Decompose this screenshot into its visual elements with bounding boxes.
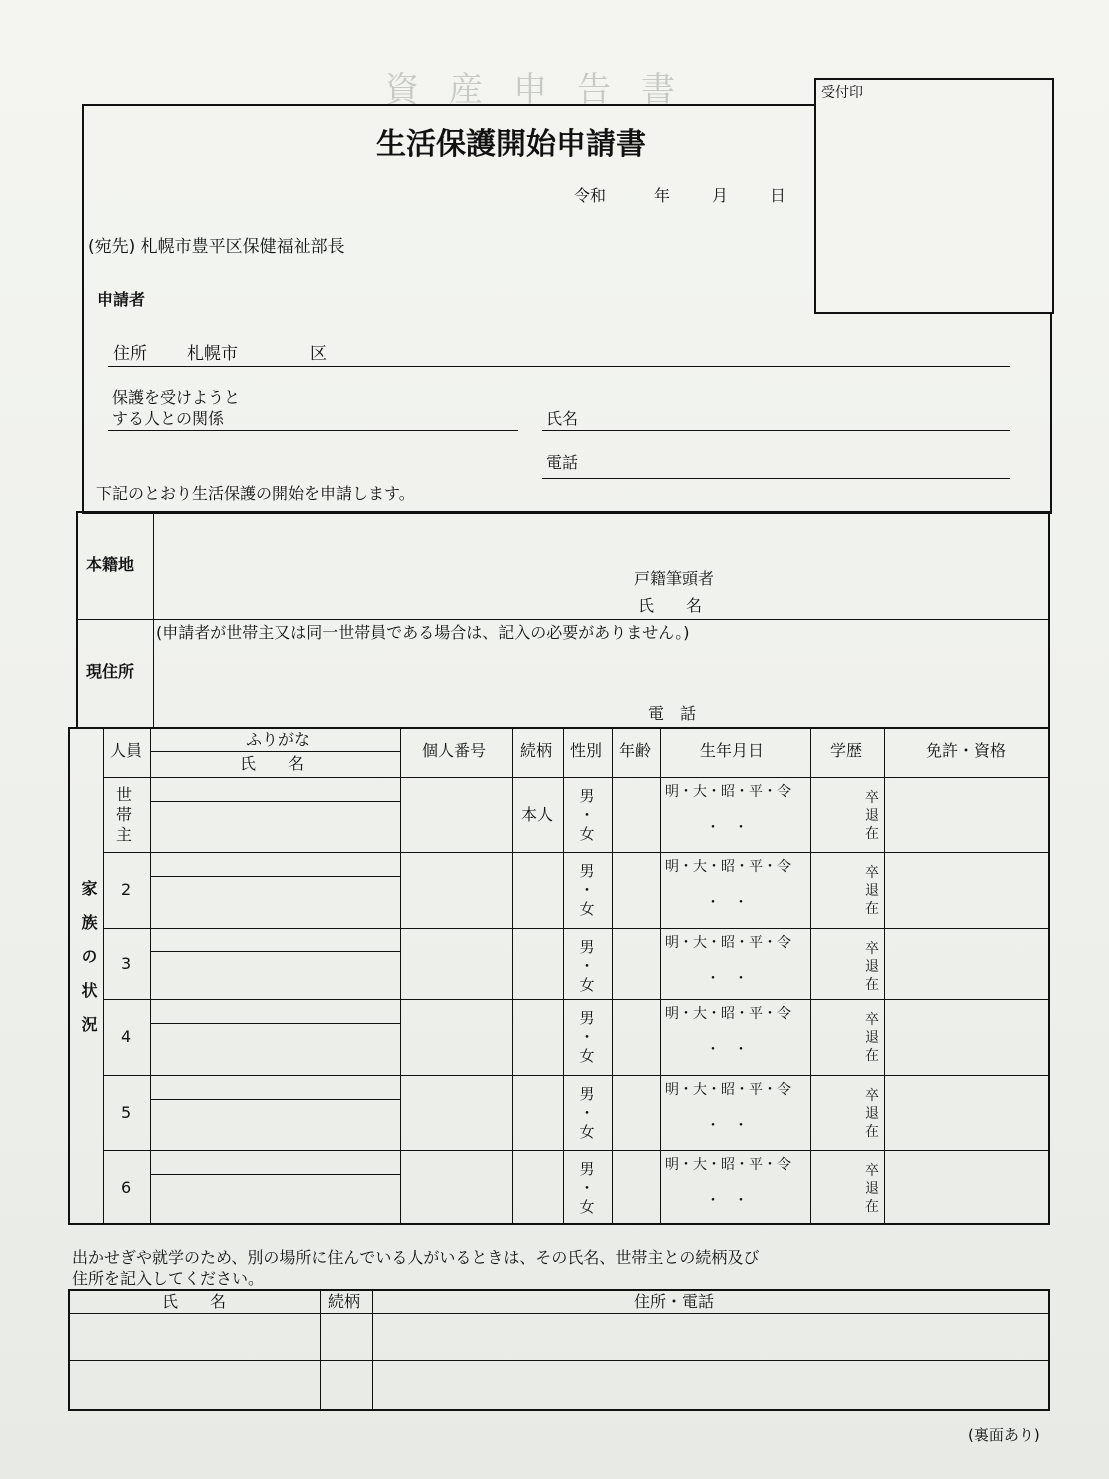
header-member: 人員 [110,741,143,760]
family-row-line [103,852,1050,853]
family-header-line [103,777,1050,778]
row-education-options[interactable]: 卒 退 在 [865,1012,879,1064]
statement: 下記のとおり生活保護の開始を申請します。 [96,484,415,503]
row-furigana-line [150,1174,400,1175]
header-license: 免許・資格 [926,741,1007,760]
row-education-options[interactable]: 卒 退 在 [865,865,879,917]
address-ward: 区 [310,344,327,364]
honseki-label: 本籍地 [86,555,135,574]
header-birth: 生年月日 [700,741,765,760]
row-furigana-line [150,1099,400,1100]
date-era: 令和 [574,186,607,205]
row-member-number: 6 [121,1177,132,1197]
row-birth-eras[interactable]: 明・大・昭・平・令 [665,1082,791,1098]
honseki-head-2: 氏 名 [638,596,703,615]
family-side-label: 家族の状況 [79,880,98,1050]
row-furigana-line [150,951,400,952]
row-sex-options[interactable]: 男 ・ 女 [579,787,595,843]
header-age: 年齢 [619,741,652,760]
row-birth-eras[interactable]: 明・大・昭・平・令 [665,859,791,875]
relation-label-2: する人との関係 [112,409,225,428]
domicile-divider [153,511,154,729]
phone-label: 電話 [546,453,579,472]
row-member-number: 5 [121,1102,132,1122]
row-birth-eras[interactable]: 明・大・昭・平・令 [665,1006,791,1022]
away-col-2 [372,1289,373,1411]
away-col-1 [320,1289,321,1411]
row-birth-eras[interactable]: 明・大・昭・平・令 [665,1157,791,1173]
addressee: (宛先) 札幌市豊平区保健福祉部長 [88,237,345,257]
address-line[interactable] [108,366,1010,367]
date-day: 日 [770,186,787,205]
header-my-number: 個人番号 [422,741,487,760]
row-sex-options[interactable]: 男 ・ 女 [579,938,595,994]
row-education-options[interactable]: 卒 退 在 [865,1088,879,1140]
family-row-line [103,1075,1050,1076]
genjusho-label: 現住所 [86,662,135,681]
row-education-options[interactable]: 卒 退 在 [865,1163,879,1215]
domicile-split [76,619,1050,620]
furigana-split [150,751,400,752]
family-row-line [103,999,1050,1000]
ghost-title: 資産申告書 [385,70,705,110]
row-furigana-line [150,1023,400,1024]
away-head-name: 氏 名 [162,1292,227,1311]
row-furigana-line [150,876,400,877]
row-furigana-line [150,801,400,802]
family-row-line [103,1150,1050,1151]
applicant-heading: 申請者 [97,290,146,309]
honseki-head-1: 戸籍筆頭者 [634,569,715,588]
relation-line[interactable] [108,430,518,431]
row-member-number: 4 [121,1027,132,1046]
row-birth-dots[interactable]: ・ ・ [706,1042,748,1058]
address-city: 札幌市 [187,344,238,364]
genjusho-note: (申請者が世帯主又は同一世帯員である場合は、記入の必要がありません。) [156,623,690,642]
row-birth-eras[interactable]: 明・大・昭・平・令 [665,935,791,951]
row-birth-dots[interactable]: ・ ・ [706,1193,748,1209]
relation-label-1: 保護を受けようと [112,388,241,407]
row-member-label: 世帯主 [115,785,132,844]
row-sex-options[interactable]: 男 ・ 女 [579,1085,595,1141]
reverse-note: (裏面あり) [968,1426,1040,1444]
date-month: 月 [712,186,729,205]
away-row-line [68,1360,1050,1361]
name-label: 氏名 [546,409,579,428]
address-label: 住所 [113,344,147,364]
away-head-relation: 続柄 [328,1292,361,1311]
row-education-options[interactable]: 卒 退 在 [865,790,879,842]
row-sex-options[interactable]: 男 ・ 女 [579,1160,595,1216]
away-head-address: 住所・電話 [634,1292,715,1311]
header-relation: 続柄 [520,741,553,760]
row-education-options[interactable]: 卒 退 在 [865,941,879,993]
date-year: 年 [654,186,671,205]
away-note-1: 出かせぎや就学のため、別の場所に住んでいる人がいるときは、その氏名、世帯主との続柄及び [72,1248,760,1267]
row-birth-dots[interactable]: ・ ・ [706,820,748,836]
row-birth-dots[interactable]: ・ ・ [706,895,748,911]
row-birth-eras[interactable]: 明・大・昭・平・令 [665,784,791,800]
domicile-frame [76,511,1050,729]
genjusho-phone: 電 話 [648,704,697,723]
row-birth-dots[interactable]: ・ ・ [706,971,748,987]
row-sex-options[interactable]: 男 ・ 女 [579,862,595,918]
header-education: 学歴 [830,741,863,760]
row-birth-dots[interactable]: ・ ・ [706,1118,748,1134]
stamp-box[interactable] [814,78,1054,314]
row-member-number: 2 [121,880,132,899]
row-sex-options[interactable]: 男 ・ 女 [579,1009,595,1065]
header-sex: 性別 [570,741,603,760]
family-row-line [103,928,1050,929]
header-furigana: ふりがな [246,730,311,749]
row-relation: 本人 [521,804,554,824]
away-note-2: 住所を記入してください。 [72,1269,265,1288]
phone-line[interactable] [542,478,1010,479]
form-title: 生活保護開始申請書 [376,127,646,162]
row-member-number: 3 [121,953,132,973]
stamp-label: 受付印 [821,85,863,101]
name-line[interactable] [542,430,1010,431]
header-name: 氏 名 [240,754,305,773]
away-head-line [68,1313,1050,1314]
